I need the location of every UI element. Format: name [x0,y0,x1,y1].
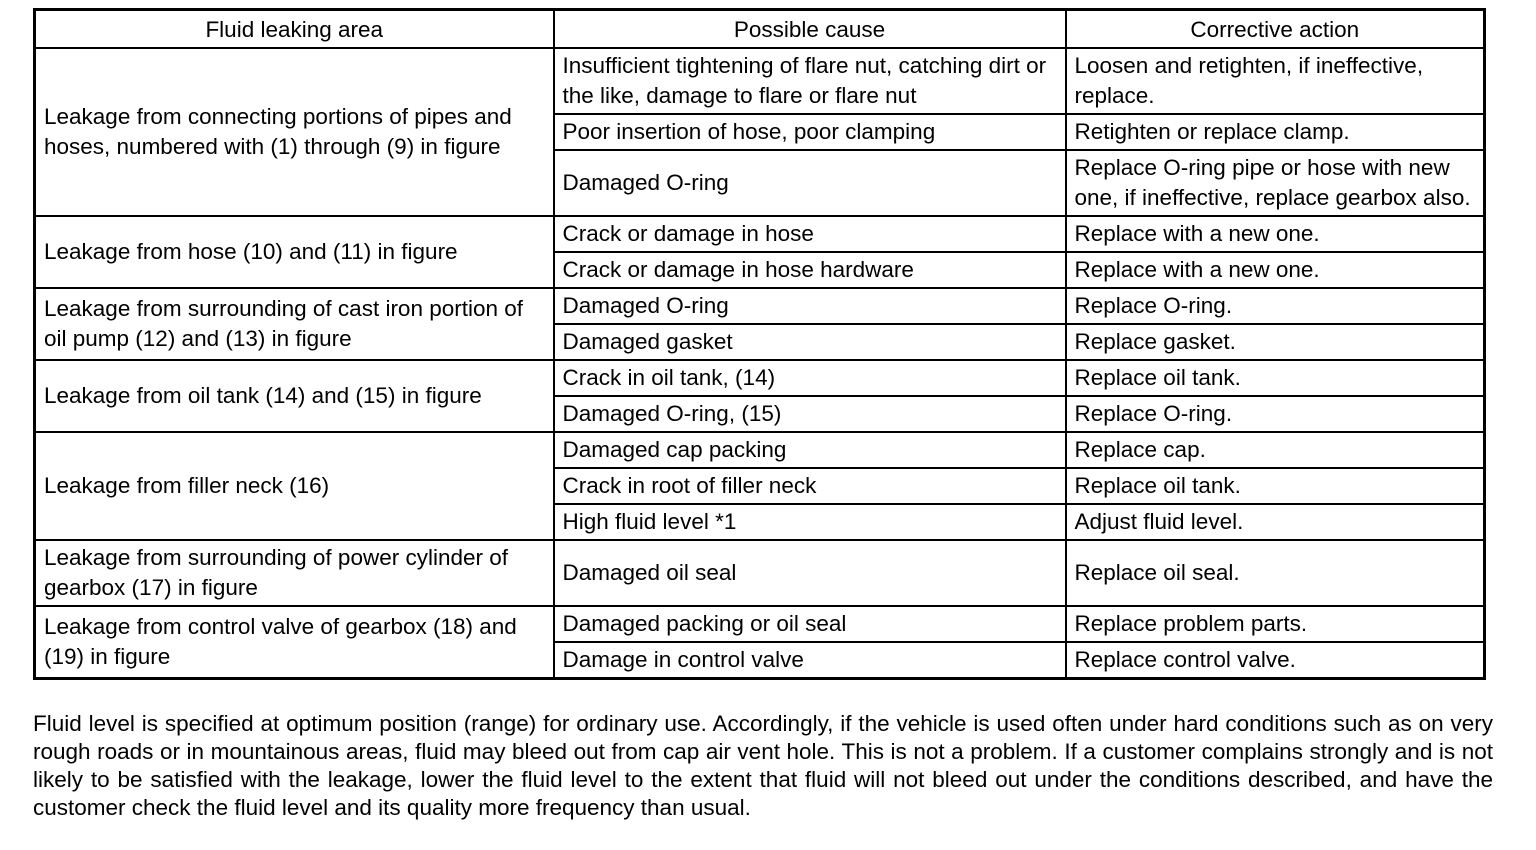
table-row [35,432,1485,468]
possible-cause-cell: Crack or damage in hose [554,216,1066,252]
leaking-area-cell: Leakage from surrounding of cast iron portion of oil pump (12) and (13) in figure [35,288,554,360]
possible-cause-cell: Damaged O-ring [554,150,1066,216]
table-row [35,48,1485,114]
corrective-action-cell: Replace oil tank. [1066,468,1485,504]
corrective-action-cell: Adjust fluid level. [1066,504,1485,540]
corrective-action-cell: Replace with a new one. [1066,216,1485,252]
corrective-action-cell: Replace O-ring pipe or hose with new one, if ineffective, replace gearbox also. [1066,150,1485,216]
header-corrective-action: Corrective action [1066,10,1485,49]
corrective-action-cell: Replace oil tank. [1066,360,1485,396]
possible-cause-cell: Crack in root of filler neck [554,468,1066,504]
table-header-row [35,10,1485,49]
leaking-area-cell: Leakage from control valve of gearbox (18) and (19) in figure [35,606,554,679]
header-fluid-leaking-area: Fluid leaking area [35,10,554,49]
possible-cause-cell: Damaged packing or oil seal [554,606,1066,642]
corrective-action-cell: Replace with a new one. [1066,252,1485,288]
table-row [35,540,1485,606]
leaking-area-cell: Leakage from oil tank (14) and (15) in figure [35,360,554,432]
leaking-area-cell: Leakage from connecting portions of pipes and hoses, numbered with (1) through (9) in figure [35,48,554,216]
table-row [35,360,1485,396]
leaking-area-cell: Leakage from hose (10) and (11) in figure [35,216,554,288]
corrective-action-cell: Replace cap. [1066,432,1485,468]
table-row [35,606,1485,642]
possible-cause-cell: Damaged O-ring [554,288,1066,324]
corrective-action-cell: Replace problem parts. [1066,606,1485,642]
possible-cause-cell: Crack or damage in hose hardware [554,252,1066,288]
corrective-action-cell: Replace control valve. [1066,642,1485,679]
leaking-area-cell: Leakage from surrounding of power cylinder of gearbox (17) in figure [35,540,554,606]
table-row [35,288,1485,324]
corrective-action-cell: Replace gasket. [1066,324,1485,360]
fluid-level-note: Fluid level is specified at optimum position (range) for ordinary use. Accordingly, if the vehicle is used often under hard conditions such as on very rough roads or in mountainous areas, fluid may bleed out from cap air vent hole. This is not a problem. If a customer complains strongly and is not likely to be satisfied with the leakage, lower the fluid level to the extent that fluid will not bleed out under the conditions described, and have the customer check the fluid level and its quality more frequency than usual. [33,711,1493,820]
header-possible-cause: Possible cause [554,10,1066,49]
possible-cause-cell: Damaged O-ring, (15) [554,396,1066,432]
possible-cause-cell: Damaged oil seal [554,540,1066,606]
possible-cause-cell: Damage in control valve [554,642,1066,679]
leaking-area-cell: Leakage from filler neck (16) [35,432,554,540]
possible-cause-cell: Insufficient tightening of flare nut, catching dirt or the like, damage to flare or flare nut [554,48,1066,114]
corrective-action-cell: Replace O-ring. [1066,396,1485,432]
corrective-action-cell: Loosen and retighten, if ineffective, replace. [1066,48,1485,114]
corrective-action-cell: Replace O-ring. [1066,288,1485,324]
possible-cause-cell: Damaged gasket [554,324,1066,360]
leakage-table [33,8,1486,680]
possible-cause-cell: Crack in oil tank, (14) [554,360,1066,396]
corrective-action-cell: Replace oil seal. [1066,540,1485,606]
possible-cause-cell: High fluid level *1 [554,504,1066,540]
table-row [35,216,1485,252]
corrective-action-cell: Retighten or replace clamp. [1066,114,1485,150]
possible-cause-cell: Damaged cap packing [554,432,1066,468]
possible-cause-cell: Poor insertion of hose, poor clamping [554,114,1066,150]
